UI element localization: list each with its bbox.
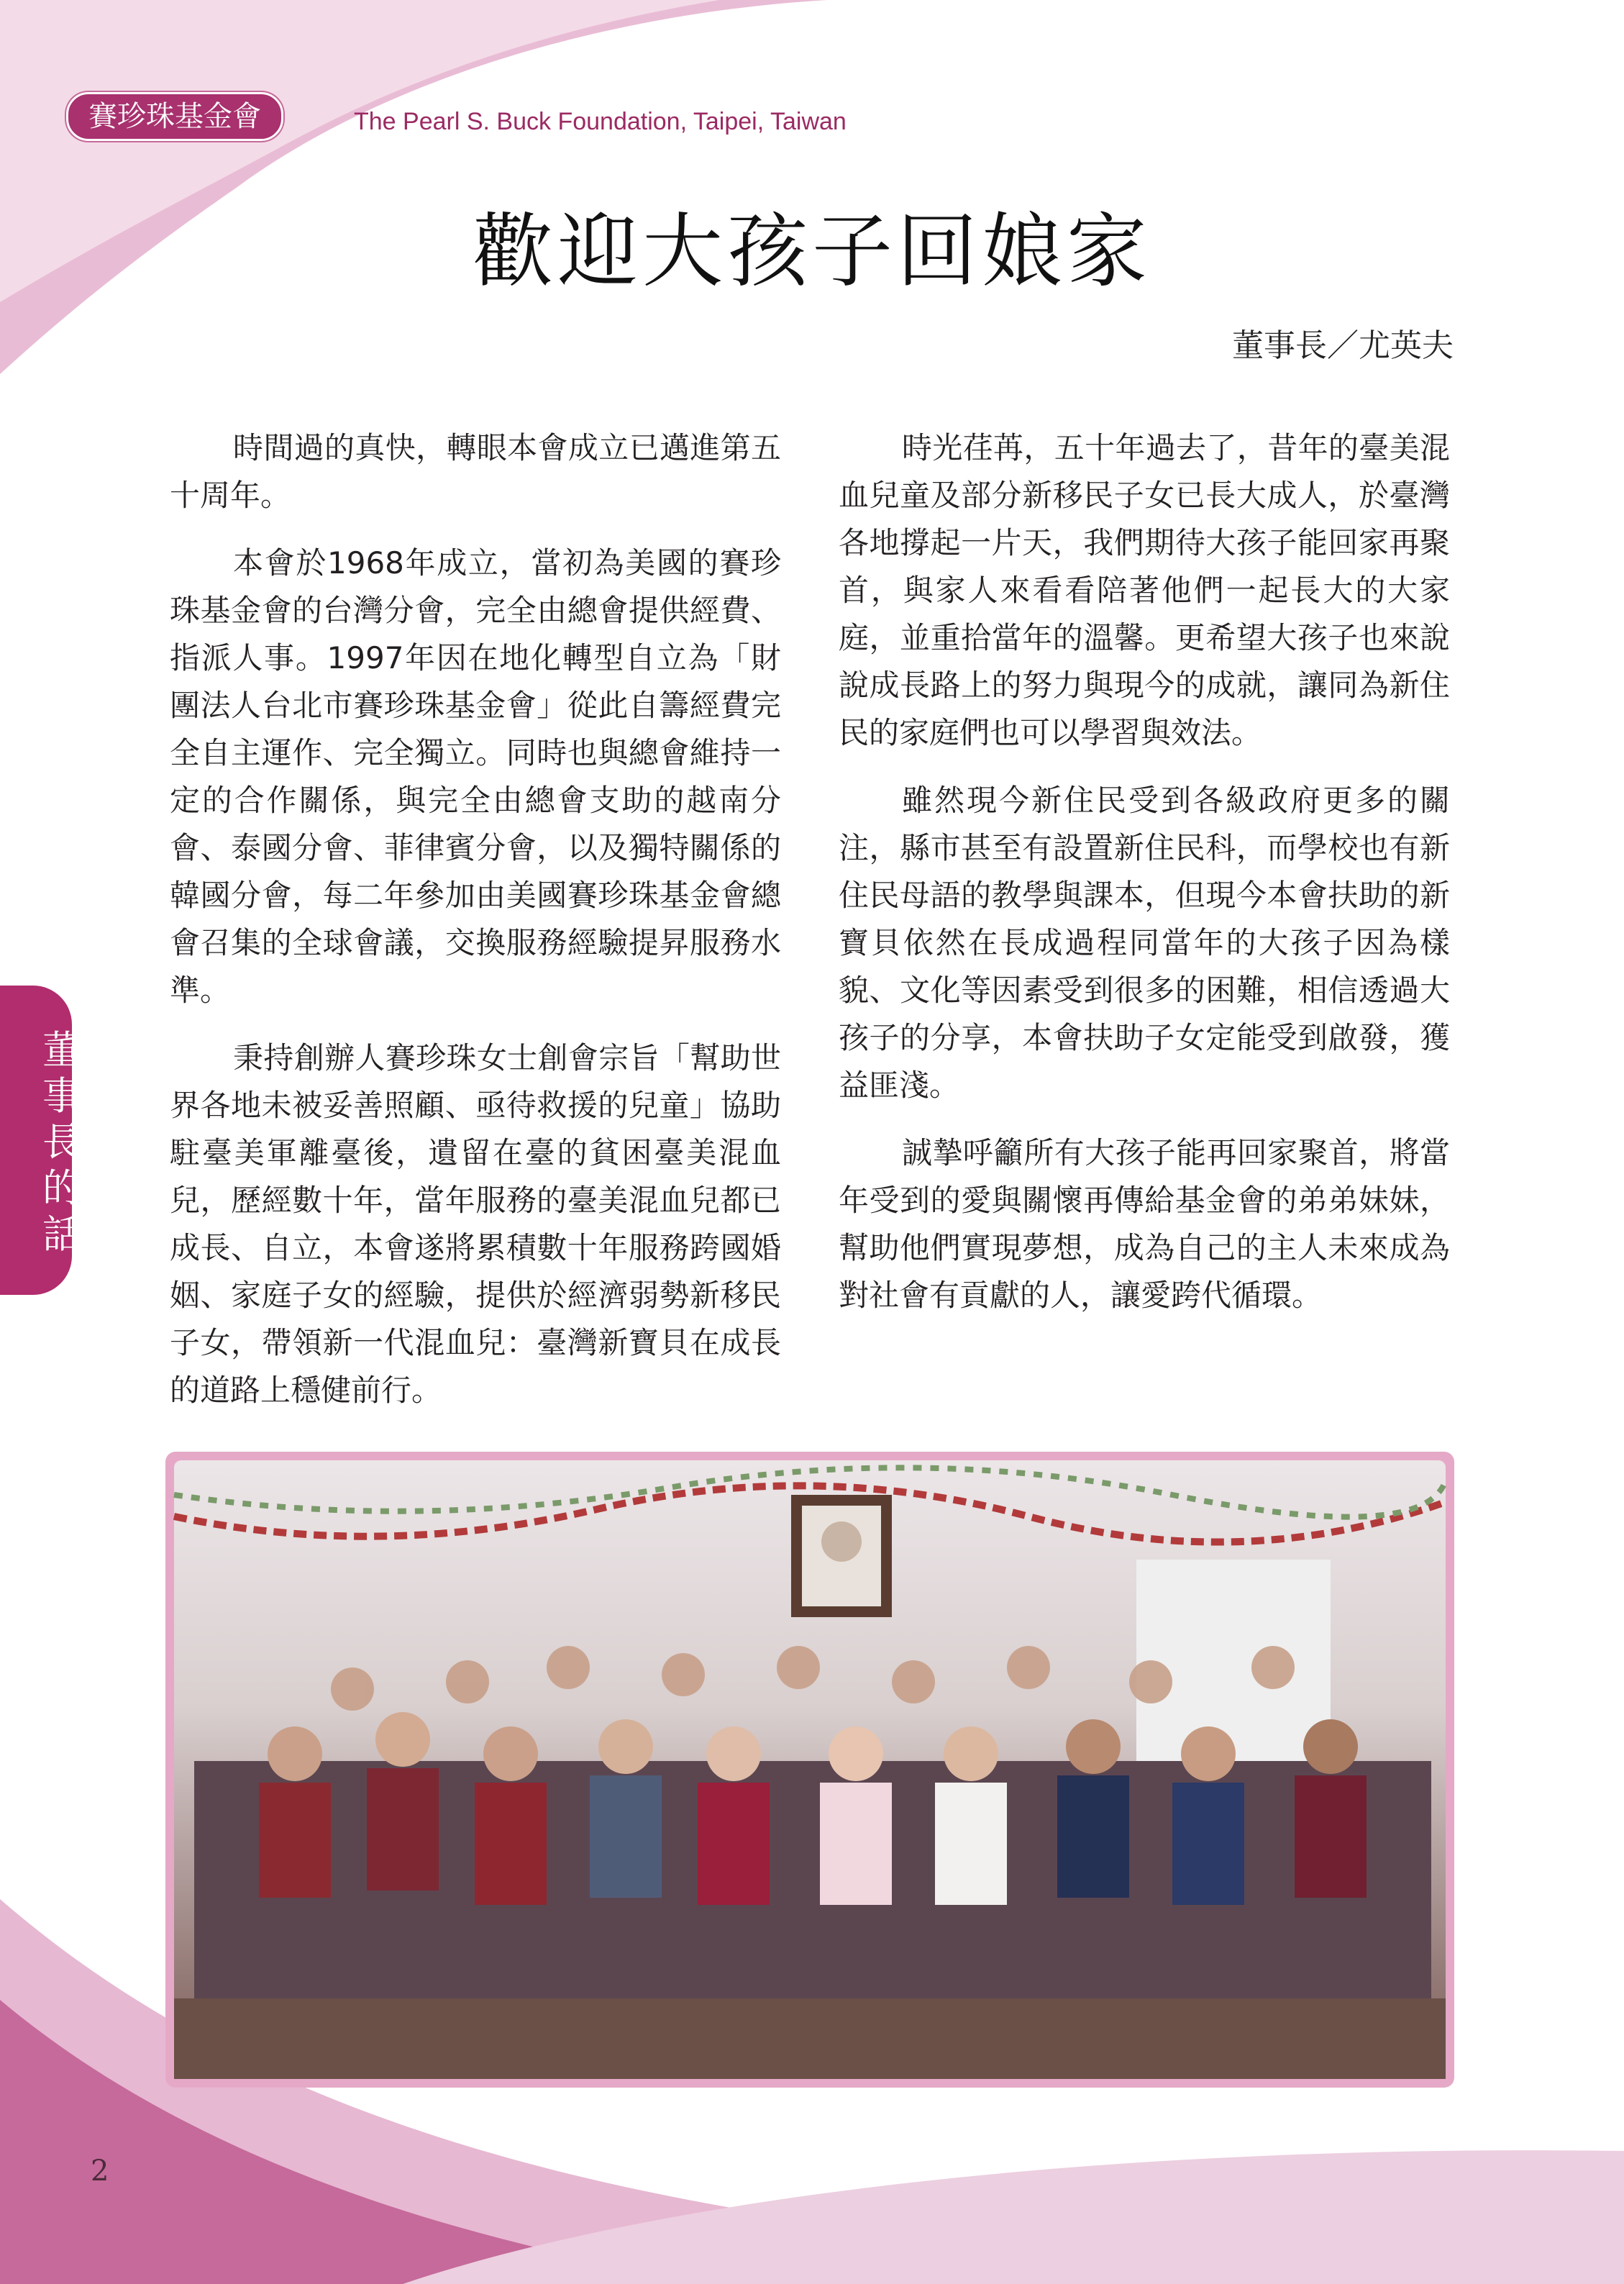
group-photo bbox=[165, 1452, 1454, 2088]
paragraph: 時光荏苒，五十年過去了，昔年的臺美混血兒童及部分新移民子女已長大成人，於臺灣各地撐起一片天，我們期待大孩子能回家再聚首，與家人來看看陪著他們一起長大的大家庭，並重拾當年的溫馨。更希望大孩子也來說說成長路上的努力與現今的成就，讓同為新住民的家庭們也可以學習與效法。 bbox=[839, 430, 1450, 750]
paragraph: 雖然現今新住民受到各級政府更多的關注，縣市甚至有設置新住民科，而學校也有新住民母語的教學與課本，但現今本會扶助的新寶貝依然在長成過程同當年的大孩子因為樣貌、文化等因素受到很多的困難，相信透過大孩子的分享，本會扶助子女定能受到啟發，獲益匪淺。 bbox=[839, 783, 1450, 1103]
left-column bbox=[170, 424, 781, 1434]
paragraph: 本會於1968年成立，當初為美國的賽珍珠基金會的台灣分會，完全由總會提供經費、指派人事。1997年因在地化轉型自立為「財團法人台北市賽珍珠基金會」從此自籌經費完全自主運作、完全獨立。同時也與總會維持一定的合作關係，與完全由總會支助的越南分會、泰國分會、菲律賓分會，以及獨特關係的韓國分會，每二年參加由美國賽珍珠基金會總會召集的全球會議，交換服務經驗提昇服務水準。 bbox=[170, 545, 781, 1008]
right-column bbox=[839, 424, 1450, 1339]
section-side-tab-label: 董事長的話 bbox=[42, 1027, 81, 1257]
article-author: 董事長／尤英夫 bbox=[1232, 327, 1454, 364]
paragraph: 誠摯呼籲所有大孩子能再回家聚首，將當年受到的愛與關懷再傳給基金會的弟弟妹妹，幫助他們實現夢想，成為自己的主人未來成為對社會有貢獻的人，讓愛跨代循環。 bbox=[839, 1135, 1450, 1313]
paragraph: 時間過的真快，轉眼本會成立已邁進第五十周年。 bbox=[170, 430, 781, 513]
foundation-english-name: The Pearl S. Buck Foundation, Taipei, Taiwan bbox=[354, 108, 847, 135]
page-number: 2 bbox=[91, 2155, 109, 2188]
article-title: 歡迎大孩子回娘家 bbox=[473, 205, 1151, 299]
paragraph: 秉持創辦人賽珍珠女士創會宗旨「幫助世界各地未被妥善照顧、亟待救援的兒童」協助駐臺美軍離臺後，遺留在臺的貧困臺美混血兒，歷經數十年，當年服務的臺美混血兒都已成長、自立，本會遂將累積數十年服務跨國婚姻、家庭子女的經驗，提供於經濟弱勢新移民子女，帶領新一代混血兒：臺灣新寶貝在成長的道路上穩健前行。 bbox=[170, 1040, 781, 1408]
foundation-badge: 賽珍珠基金會 bbox=[66, 92, 283, 141]
